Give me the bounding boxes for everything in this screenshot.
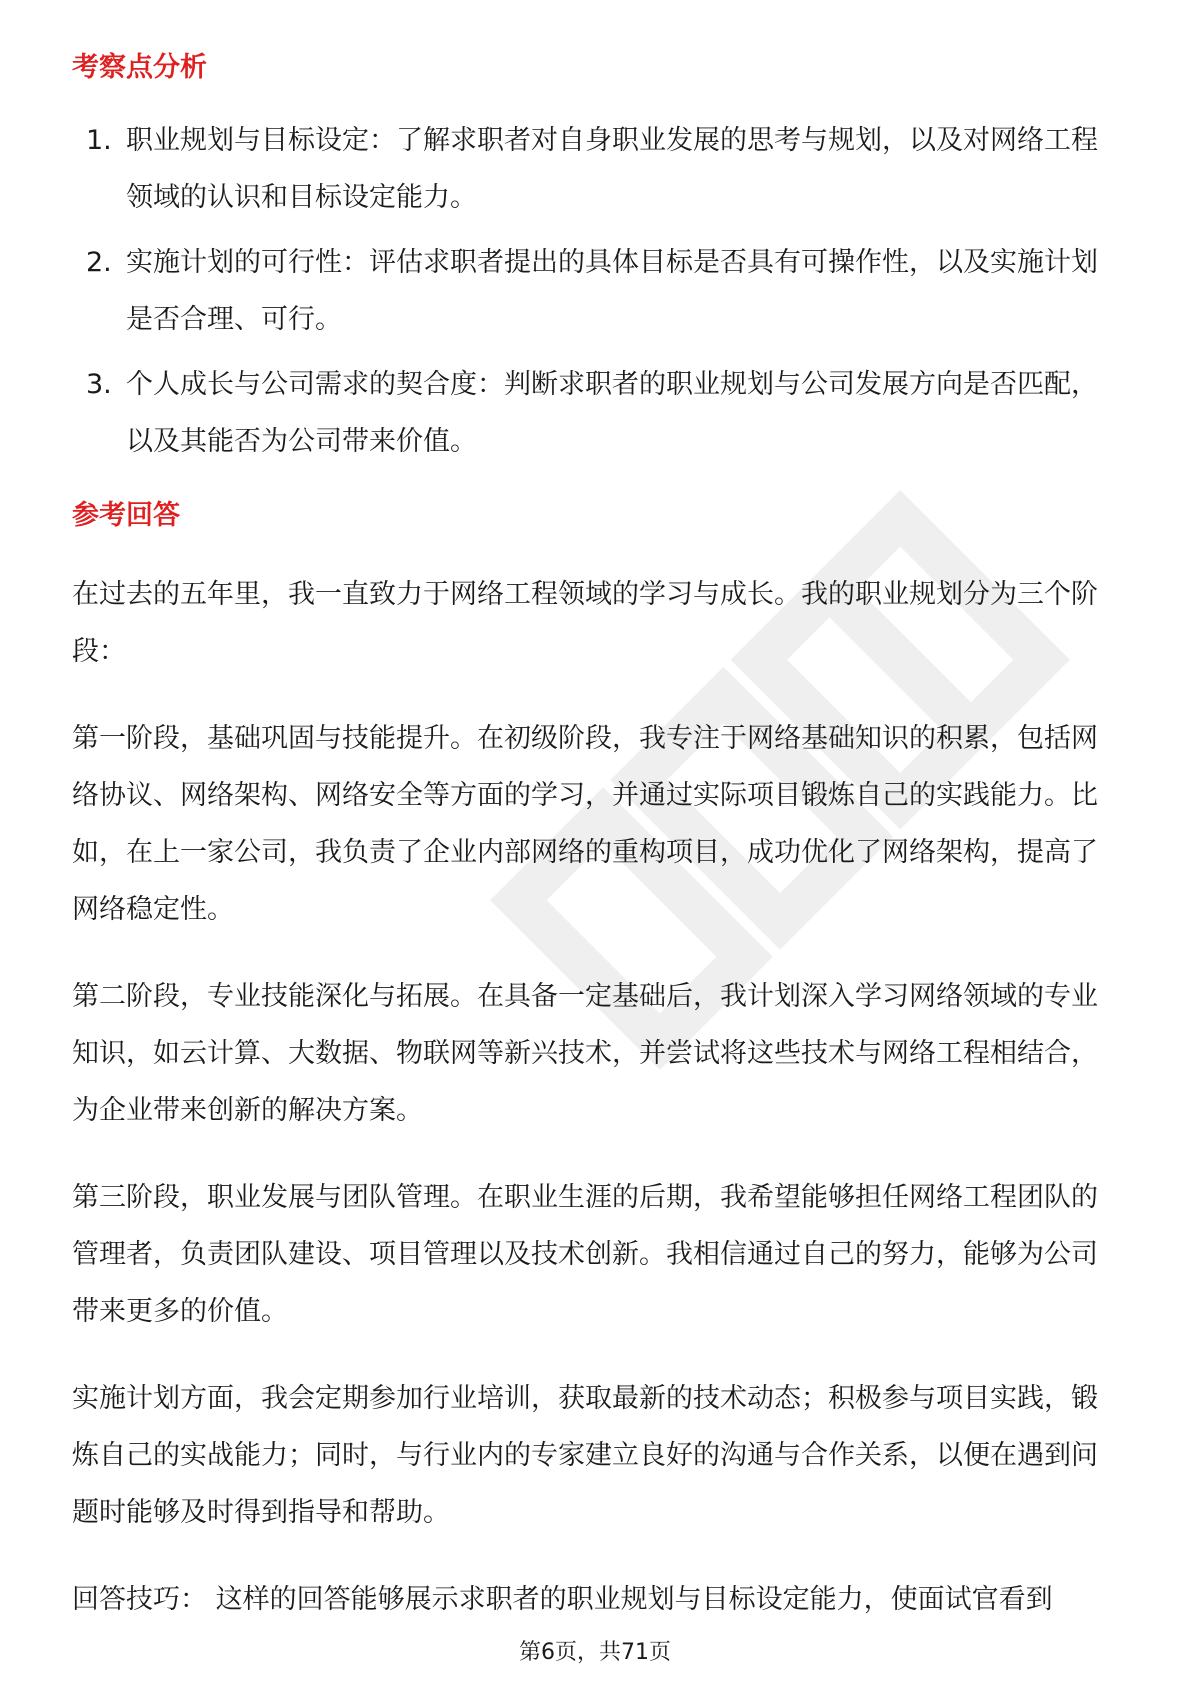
page-content	[72, 48, 1122, 1628]
list-item-number: 1.	[86, 125, 112, 156]
list-item-number: 2.	[86, 247, 112, 278]
list-item-text: 个人成长与公司需求的契合度：判断求职者的职业规划与公司发展方向是否匹配，以及其能否为公司带来价值。	[126, 369, 1098, 457]
list-item	[72, 234, 1122, 348]
answer-paragraph: 第一阶段，基础巩固与技能提升。在初级阶段，我专注于网络基础知识的积累，包括网络协议、网络架构、网络安全等方面的学习，并通过实际项目锻炼自己的实践能力。比如，在上一家公司，我负责了企业内部网络的重构项目，成功优化了网络架构，提高了网络稳定性。	[72, 723, 1098, 925]
answer-paragraph: 在过去的五年里，我一直致力于网络工程领域的学习与成长。我的职业规划分为三个阶段：	[72, 579, 1098, 667]
answer-paragraph: 第三阶段，职业发展与团队管理。在职业生涯的后期，我希望能够担任网络工程团队的管理者，负责团队建设、项目管理以及技术创新。我相信通过自己的努力，能够为公司带来更多的价值。	[72, 1182, 1098, 1327]
analysis-list	[72, 112, 1122, 470]
answer-heading: 参考回答	[72, 500, 180, 531]
list-item-text: 实施计划的可行性：评估求职者提出的具体目标是否具有可操作性，以及实施计划是否合理、可行。	[126, 247, 1098, 335]
list-item	[72, 112, 1122, 226]
analysis-heading: 考察点分析	[72, 52, 207, 83]
list-item	[72, 356, 1122, 470]
list-item-text: 职业规划与目标设定：了解求职者对自身职业发展的思考与规划，以及对网络工程领域的认识和目标设定能力。	[126, 125, 1098, 213]
answer-tips-paragraph: 回答技巧： 这样的回答能够展示求职者的职业规划与目标设定能力，使面试官看到	[72, 1584, 1053, 1615]
answer-paragraph: 实施计划方面，我会定期参加行业培训，获取最新的技术动态；积极参与项目实践，锻炼自己的实战能力；同时，与行业内的专家建立良好的沟通与合作关系，以便在遇到问题时能够及时得到指导和帮助。	[72, 1383, 1098, 1528]
list-item-number: 3.	[86, 369, 112, 400]
answer-paragraph: 第二阶段，专业技能深化与拓展。在具备一定基础后，我计划深入学习网络领域的专业知识，如云计算、大数据、物联网等新兴技术，并尝试将这些技术与网络工程相结合，为企业带来创新的解决方案。	[72, 981, 1098, 1126]
page-number: 第6页，共71页	[519, 1640, 671, 1665]
